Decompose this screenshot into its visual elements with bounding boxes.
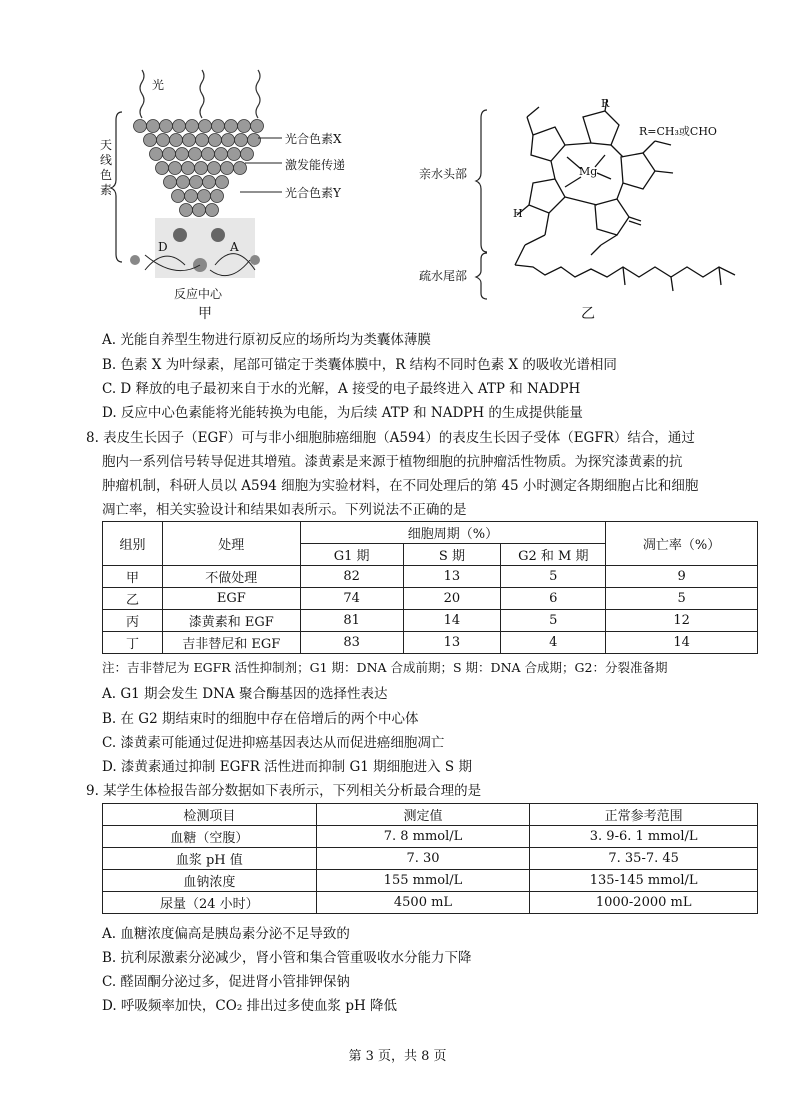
pigment-sphere <box>228 148 241 161</box>
cell-g2m: 5 <box>501 566 606 588</box>
pigment-sphere <box>199 120 212 133</box>
pigment-sphere <box>221 162 234 175</box>
table-row <box>103 610 758 632</box>
cell-range: 1000-2000 mL <box>530 892 758 914</box>
pigment-sphere <box>172 190 185 203</box>
cell-treatment: EGF <box>162 588 300 610</box>
cell-range: 7. 35-7. 45 <box>530 848 758 870</box>
cell-treatment: 漆黄素和 EGF <box>162 610 300 632</box>
q8-header-group: 组别 <box>103 522 163 566</box>
pigment-sphere <box>251 120 264 133</box>
cell-group: 甲 <box>103 566 163 588</box>
pigment-sphere <box>234 162 247 175</box>
pigment-sphere <box>222 134 235 147</box>
pigment-sphere <box>215 148 228 161</box>
q9-option-d: D. 呼吸频率加快，CO₂ 排出过多使血浆 pH 降低 <box>102 998 398 1014</box>
pigment-sphere <box>176 148 189 161</box>
pigment-sphere <box>203 176 216 189</box>
pigment-sphere <box>134 120 147 133</box>
cell-apoptosis: 9 <box>606 566 758 588</box>
cell-treatment: 不做处理 <box>162 566 300 588</box>
q8-header-apoptosis: 凋亡率（%） <box>606 522 758 566</box>
q8-header-cycle: 细胞周期（%） <box>300 522 606 544</box>
pigment-sphere <box>156 162 169 175</box>
pigment-sphere <box>212 120 225 133</box>
cell-apoptosis: 14 <box>606 632 758 654</box>
pigment-x-label: 光合色素X <box>285 132 342 146</box>
pigment-sphere <box>189 148 202 161</box>
pigment-sphere <box>195 162 208 175</box>
q7-option-a: A. 光能自养型生物进行原初反应的场所均为类囊体薄膜 <box>102 332 431 348</box>
cell-g1: 74 <box>300 588 403 610</box>
q8-stem-line-1: 8. 表皮生长因子（EGF）可与非小细胞肺癌细胞（A594）的表皮生长因子受体（EGFR）结合，通过 <box>86 430 695 446</box>
cell-g2m: 4 <box>501 632 606 654</box>
pigment-sphere <box>186 120 199 133</box>
q9-header-item: 检测项目 <box>103 804 317 826</box>
cell-item: 血糖（空腹） <box>103 826 317 848</box>
q7-option-d: D. 反应中心色素能将光能转换为电能，为后续 ATP 和 NADPH 的生成提供能量 <box>102 405 583 421</box>
mg-label: Mg <box>579 165 598 178</box>
pigment-sphere <box>169 162 182 175</box>
q7-option-c: C. D 释放的电子最初来自于水的光解，A 接受的电子最终进入 ATP 和 NADPH <box>102 381 581 397</box>
cell-g2m: 6 <box>501 588 606 610</box>
table-row <box>103 848 758 870</box>
q9-option-a: A. 血糖浓度偏高是胰岛素分泌不足导致的 <box>102 926 350 942</box>
cell-item: 血浆 pH 值 <box>103 848 317 870</box>
pigment-sphere <box>216 176 229 189</box>
q8-header-treatment: 处理 <box>162 522 300 566</box>
pigment-sphere <box>211 190 224 203</box>
figure-jia <box>100 60 400 325</box>
cell-value: 7. 8 mmol/L <box>316 826 530 848</box>
pigment-sphere <box>150 148 163 161</box>
pigment-sphere <box>185 190 198 203</box>
q8-stem-line-4: 凋亡率，相关实验设计和结果如表所示。下列说法不正确的是 <box>102 502 467 518</box>
r-definition: R=CH₃或CHO <box>639 125 717 138</box>
cell-g2m: 5 <box>501 610 606 632</box>
pigment-sphere <box>147 120 160 133</box>
pigment-y-label: 光合色素Y <box>285 186 341 200</box>
cell-s: 13 <box>403 566 501 588</box>
pigment-sphere <box>177 176 190 189</box>
cell-range: 135-145 mmol/L <box>530 870 758 892</box>
pigment-sphere <box>144 134 157 147</box>
q8-header-g1: G1 期 <box>300 544 403 566</box>
pigment-sphere <box>225 120 238 133</box>
pigment-sphere <box>238 120 251 133</box>
cell-s: 13 <box>403 632 501 654</box>
pigment-sphere <box>193 204 206 217</box>
cell-value: 7. 30 <box>316 848 530 870</box>
letter-a: A <box>230 240 239 254</box>
pigment-sphere <box>208 162 221 175</box>
pigment-sphere <box>209 134 222 147</box>
q8-option-b: B. 在 G2 期结束时的细胞中存在倍增后的两个中心体 <box>102 711 419 727</box>
figure-yi-caption: 乙 <box>581 306 595 322</box>
r-label: R <box>601 97 610 110</box>
cell-group: 丙 <box>103 610 163 632</box>
cell-item: 尿量（24 小时） <box>103 892 317 914</box>
pigment-sphere <box>235 134 248 147</box>
q9-stem: 9. 某学生体检报告部分数据如下表所示，下列相关分析最合理的是 <box>86 783 482 799</box>
letter-d: D <box>158 240 168 254</box>
q9-header-value: 测定值 <box>316 804 530 826</box>
reaction-center-label: 反应中心 <box>174 287 223 301</box>
q8-stem-line-2: 胞内一系列信号转导促进其增殖。漆黄素是来源于植物细胞的抗肿瘤活性物质。为探究漆黄素的抗 <box>102 454 683 470</box>
cell-s: 14 <box>403 610 501 632</box>
table-row <box>103 892 758 914</box>
cell-apoptosis: 5 <box>606 588 758 610</box>
pigment-sphere <box>248 134 261 147</box>
cell-g1: 82 <box>300 566 403 588</box>
q8-header-s: S 期 <box>403 544 501 566</box>
light-label: 光 <box>152 78 165 92</box>
page-footer: 第 3 页，共 8 页 <box>348 1049 447 1064</box>
cell-group: 丁 <box>103 632 163 654</box>
pigment-sphere <box>170 134 183 147</box>
cell-range: 3. 9-6. 1 mmol/L <box>530 826 758 848</box>
cell-s: 20 <box>403 588 501 610</box>
chlorophyll-structure <box>415 95 775 325</box>
pigment-sphere <box>163 148 176 161</box>
q8-table <box>102 521 758 654</box>
pigment-sphere <box>157 134 170 147</box>
pigment-sphere <box>180 204 193 217</box>
cell-value: 4500 mL <box>316 892 530 914</box>
pigment-sphere <box>183 134 196 147</box>
q9-option-c: C. 醛固酮分泌过多，促进肾小管排钾保钠 <box>102 974 350 990</box>
q9-table <box>102 803 758 914</box>
pigment-sphere <box>241 148 254 161</box>
q8-stem-line-3: 肿瘤机制，科研人员以 A594 细胞为实验材料，在不同处理后的第 45 小时测定各期细胞占比和细胞 <box>102 478 699 494</box>
figure-yi <box>415 95 775 325</box>
table-row <box>103 566 758 588</box>
table-row <box>103 632 758 654</box>
pigment-sphere <box>202 148 215 161</box>
q8-option-d: D. 漆黄素通过抑制 EGFR 活性进而抑制 G1 期细胞进入 S 期 <box>102 759 472 775</box>
pigment-sphere <box>182 162 195 175</box>
cell-apoptosis: 12 <box>606 610 758 632</box>
cell-g1: 81 <box>300 610 403 632</box>
pigment-sphere <box>206 204 219 217</box>
pigment-sphere <box>196 134 209 147</box>
antenna-label: 天 线 色 素 <box>100 138 113 197</box>
pigment-sphere <box>160 120 173 133</box>
photosystem-diagram <box>100 60 400 325</box>
cell-value: 155 mmol/L <box>316 870 530 892</box>
hydrophilic-head-label: 亲水头部 <box>419 167 468 181</box>
h-label: H <box>513 207 523 220</box>
cell-group: 乙 <box>103 588 163 610</box>
cell-treatment: 吉非替尼和 EGF <box>162 632 300 654</box>
figure-jia-caption: 甲 <box>198 306 212 322</box>
pigment-sphere <box>198 190 211 203</box>
cell-g1: 83 <box>300 632 403 654</box>
hydrophobic-tail-label: 疏水尾部 <box>419 269 468 283</box>
q8-option-c: C. 漆黄素可能通过促进抑癌基因表达从而促进癌细胞凋亡 <box>102 735 445 751</box>
pigment-sphere <box>190 176 203 189</box>
q9-option-b: B. 抗利尿激素分泌减少，肾小管和集合管重吸收水分能力下降 <box>102 950 472 966</box>
table-row <box>103 588 758 610</box>
q9-header-range: 正常参考范围 <box>530 804 758 826</box>
q8-option-a: A. G1 期会发生 DNA 聚合酶基因的选择性表达 <box>102 686 388 702</box>
pigment-sphere <box>164 176 177 189</box>
q8-table-note: 注：吉非替尼为 EGFR 活性抑制剂；G1 期：DNA 合成前期；S 期：DNA 合成期；G2：分裂准备期 <box>102 660 668 675</box>
table-row <box>103 826 758 848</box>
q8-header-g2m: G2 和 M 期 <box>501 544 606 566</box>
pigment-sphere <box>173 120 186 133</box>
cell-item: 血钠浓度 <box>103 870 317 892</box>
q7-option-b: B. 色素 X 为叶绿素，尾部可锚定于类囊体膜中，R 结构不同时色素 X 的吸收光谱相同 <box>102 357 617 373</box>
excitation-label: 激发能传递 <box>285 158 346 172</box>
table-row <box>103 870 758 892</box>
